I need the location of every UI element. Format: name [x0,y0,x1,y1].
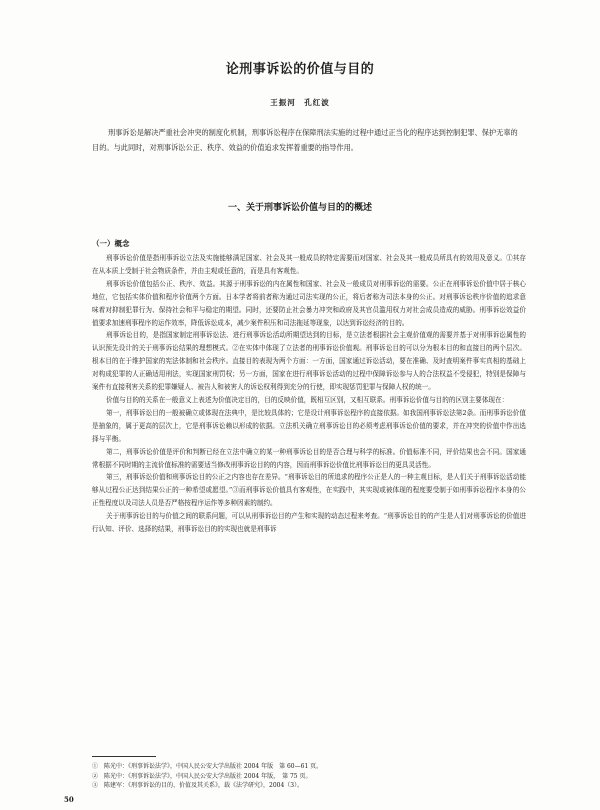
footnote: ① 陈光中：《刑事诉讼法学》，中国人民公安大学出版社 2004 年版 第 60—61 页。 [92,763,323,770]
footnote-divider [92,756,156,757]
paragraph: 关于刑事诉讼目的与价值之间的联系问题，可以从刑事诉讼目的产生和实现的动态过程来考查。“刑事诉讼目的的产生是人们对刑事诉讼的价值进行认知、评价、选择的结果，刑事诉讼目的的实现也就是刑事诉 [92,512,526,534]
page-number: 50 [64,795,74,804]
footnote: ③ 陈建军：《刑事诉讼的目的、价值及其关系》，载《法学研究》，2004（3）。 [92,782,304,789]
subsection-heading: （一）概念 [92,239,130,248]
footnote: ② 陈光中：《刑事诉讼法学》，中国人民公安大学出版社 2004 年版， 第 75 页。 [92,772,312,780]
footnotes [92,762,526,791]
paper-authors: 王振河 孔红波 [270,98,330,107]
paper-title: 论刑事诉讼的价值与目的 [225,62,375,77]
paragraph: 第三，刑事诉讼价值和刑事诉讼目的公正之内容也存在差异。“刑事诉讼目的所追求的程序公正是人的一种主观目标，是人们关于刑事诉讼活动能够从过程公正达到结果公正的一种希望或愿望。”③而刑事诉讼价值具有客观性，在实践中，其实现或被体现的程度要受制于如刑事诉讼程序本身的公正性程度以及司法人员是否严格按程序运作等多种因素的制约。 [92,473,526,508]
paragraph: 刑事诉讼价值是指刑事诉讼立法及实施能够满足国家、社会及其一般成员的特定需要而对国家、社会及其一般成员所具有的效用及意义。①其存在从本质上受制于社会物质条件，并由主观或任意的，而是具有客观性。 [92,254,526,275]
body-text [92,252,526,536]
section-heading: 一、关于刑事诉讼价值与目的的概述 [227,203,372,213]
paragraph: 第一，刑事诉讼目的一般被确立或体现在法典中，是比较具体的；它是设计刑事诉讼程序的直接依据。如我国刑事诉讼法第2条。而刑事诉讼价值是抽象的，属于更高的层次上，它是刑事诉讼赖以形成的依据。立法机关确立刑事诉讼目的必须考虑刑事诉讼价值的要求，并在冲突的价值中作出选择与平衡。 [92,408,526,443]
paragraph: 价值与目的的关系在一般意义上表述为价值决定目的，目的反映价值，既相互区别，又相互联系。刑事诉讼价值与目的的区别主要体现在： [106,395,509,404]
abstract: 刑事诉讼是解决严重社会冲突的制度化机制，刑事诉讼程序在保障刑法实施的过程中通过正当化的程序达到控制犯罪、保护无辜的目的。与此同时，对刑事诉讼公正、秩序、效益的价值追求发挥着重要的指导作用。 [92,128,518,152]
paragraph: 刑事诉讼目的，是指国家制定刑事诉讼法、进行刑事诉讼活动所期望达到的目标，是立法者根据社会主观价值观的需要并基于对刑事诉讼属性的认识预先设计的关于刑事诉讼结果的理想模式。②在实体中体现了立法者的刑事诉讼价值观。刑事诉讼目的可以分为根本目的和直接目的两个层次。根本目的在于维护国家的宪法体制和社会秩序。直接目的表现为两个方面：一方面，国家通过诉讼活动，要在准确、及时查明案件事实真相的基础上对构成犯罪的人正确适用刑法，实现国家刑罚权；另一方面，国家在进行刑事诉讼活动的过程中保障诉讼参与人的合法权益不受侵犯，特别是保障与案件有直接利害关系的犯罪嫌疑人、被告人和被害人的诉讼权利得到充分的行使，即实现惩罚犯罪与保障人权的统一。 [92,331,526,392]
paragraph: 刑事诉讼价值包括公正、秩序、效益。其源于刑事诉讼的内在属性和国家、社会及一般成员对刑事诉讼的需要。公正在刑事诉讼价值中居于核心地位，它包括实体价值和程序价值两个方面。日本学者将前者称为通过司法实现的公正，将后者称为司法本身的公正。对刑事诉讼秩序价值的追求意味着对抑制犯罪行为、保持社会和平与稳定的期望。同时，还要防止社会暴力冲突和政府及其官员滥用权力对社会成员造成的威胁。刑事诉讼效益价值要求加速刑事程序的运作效率，降低诉讼成本，减少案件积压和司法拖延等现象，以达到诉讼经济的目的。 [92,279,526,327]
paragraph: 第二，刑事诉讼价值是评价和判断已经在立法中确立的某一种刑事诉讼目的是否合理与科学的标准。价值标准不同，评价结果也会不同。国家通常根据不同时期的主流价值标准的需要适当修改刑事诉讼目的的内容，因而刑事诉讼价值比刑事诉讼目的更具灵活性。 [92,447,526,469]
